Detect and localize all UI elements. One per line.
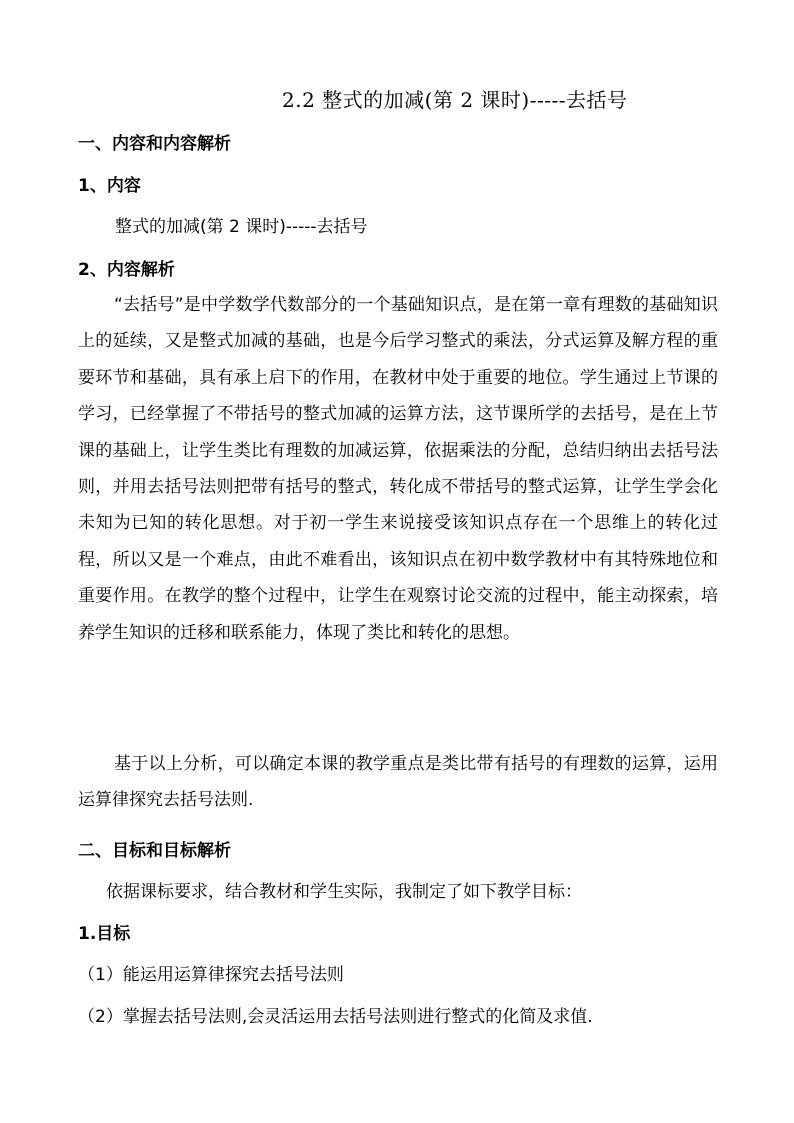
section2-intro: 依据课标要求，结合教材和学生实际，我制定了如下教学目标： — [106, 882, 582, 902]
section1-sub1-text: 整式的加减(第 2 课时)-----去括号 — [115, 217, 368, 237]
section2-heading: 二、目标和目标解析 — [78, 841, 231, 861]
document-title: 2.2 整式的加减(第 2 课时)-----去括号 — [282, 88, 628, 112]
section2-sub1-heading: 1.目标 — [78, 924, 131, 944]
section1-sub1-heading: 1、内容 — [78, 176, 141, 196]
content-analysis-paragraph: “去括号”是中学数学代数部分的一个基础知识点，是在第一章有理数的基础知识上的延续，又是整式加减的基础，也是今后学习整式的乘法，分式运算及解方程的重要环节和基础，具有承上启下的作用，在教材中处于重要的地位。学生通过上节课的学习，已经掌握了不带括号的整式加减的运算方法，这节课所学的去括号，是在上节课的基础上，让学生类比有理数的加减运算，依据乘法的分配，总结归纳出去括号法则，并用去括号法则把带有括号的整式，转化成不带括号的整式运算，让学生学会化未知为已知的转化思想。对于初一学生来说接受该知识点存在一个思维上的转化过程，所以又是一个难点，由此不难看出，该知识点在初中数学教材中有其特殊地位和重要作用。在教学的整个过程中，让学生在观察讨论交流的过程中，能主动探索，培养学生知识的迁移和联系能力，体现了类比和转化的思想。 — [78, 295, 718, 643]
goal-item-2: （2）掌握去括号法则,会灵活运用去括号法则进行整式的化简及求值. — [78, 1007, 593, 1027]
goal-item-1: （1）能运用运算律探究去括号法则 — [78, 965, 344, 985]
section1-heading: 一、内容和内容解析 — [78, 134, 231, 154]
key-point-paragraph: 基于以上分析，可以确定本课的教学重点是类比带有括号的有理数的运算，运用运算律探究去括号法则. — [78, 754, 718, 811]
section1-sub2-heading: 2、内容解析 — [78, 260, 175, 280]
